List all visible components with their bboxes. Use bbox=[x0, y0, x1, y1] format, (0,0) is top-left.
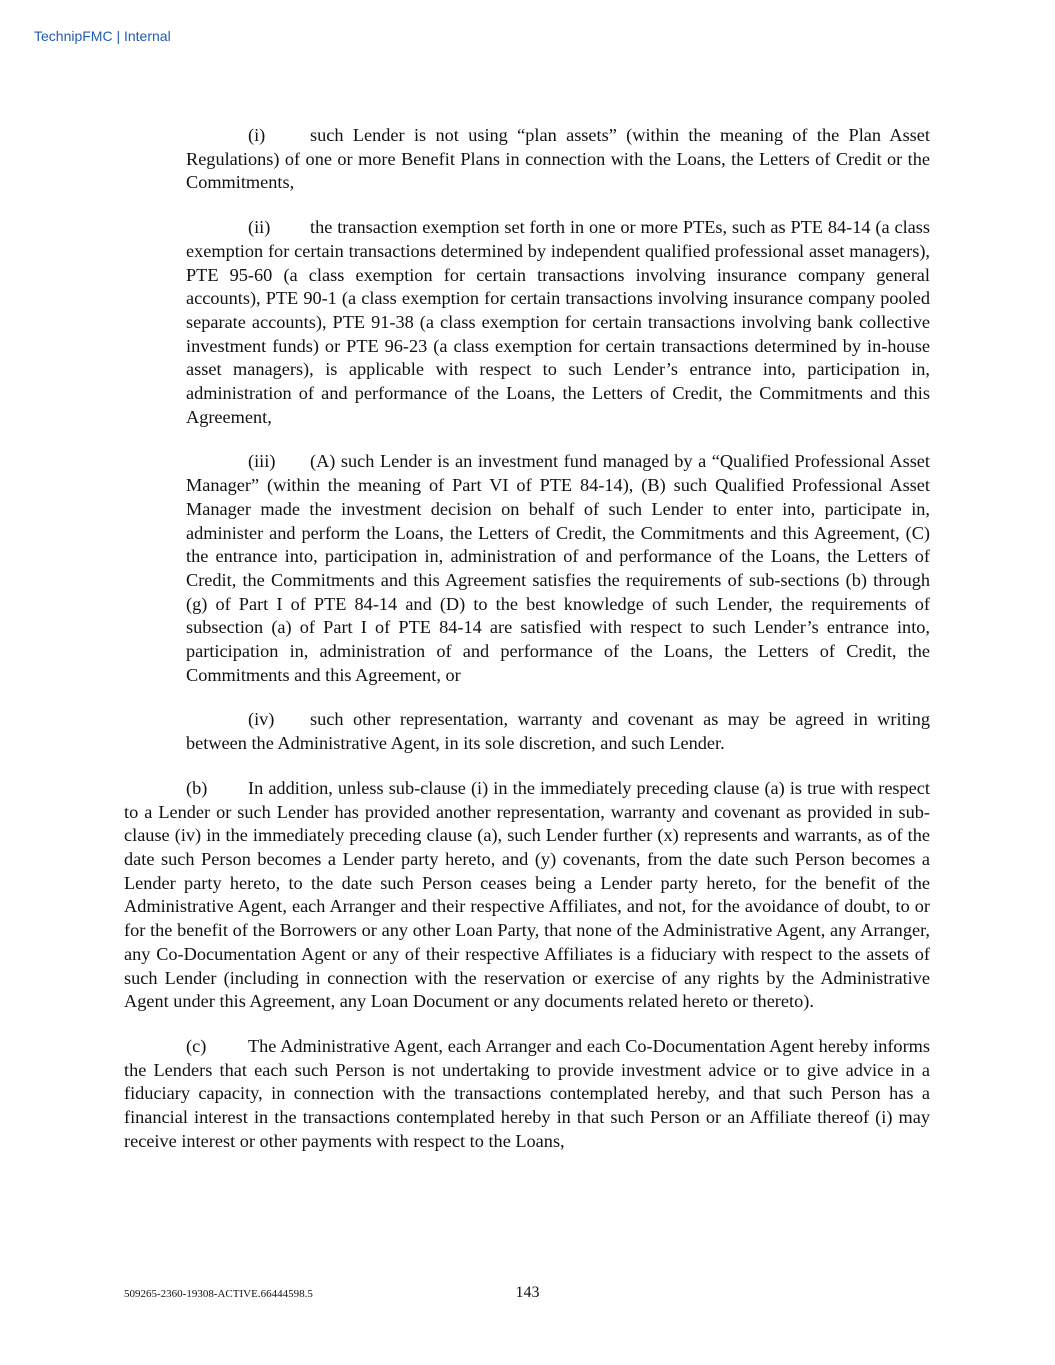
clause-c bbox=[124, 1035, 930, 1154]
clause-i bbox=[186, 124, 930, 195]
document-body bbox=[124, 124, 930, 1174]
clause-text: The Administrative Agent, each Arranger and each Co-Documentation Agent hereby informs the Lenders that each such Person is not undertaking to provide investment advice or to give advice in a fiduciary capacity, in connection with the transactions contemplated hereby, and that such Person has a financial interest in the transactions contemplated hereby in that such Person or an Affiliate thereof (i) may receive interest or other payments with respect to the Loans, bbox=[124, 1035, 930, 1151]
clause-b bbox=[124, 777, 930, 1014]
clause-label: (iv) bbox=[248, 709, 275, 730]
classification-label: TechnipFMC | Internal bbox=[34, 28, 171, 44]
clause-text: such other representation, warranty and covenant as may be agreed in writing between the Administrative Agent, in its sole discretion, and such Lender. bbox=[186, 709, 930, 754]
clause-label: (c) bbox=[186, 1035, 207, 1056]
clause-label: (iii) bbox=[248, 451, 276, 472]
clause-text: In addition, unless sub-clause (i) in the immediately preceding clause (a) is true with respect to a Lender or such Lender has provided another representation, warranty and covenant as provided in sub-clause (iv) in the immediately preceding clause (a), such Lender further (x) represents and warrants, as of the date such Person becomes a Lender party hereto, and (y) covenants, from the date such Person becomes a Lender party hereto, to the date such Person ceases being a Lender party hereto, for the benefit of the Administrative Agent, each Arranger and their respective Affiliates, and not, for the avoidance of doubt, to or for the benefit of the Borrowers or any other Loan Party, that none of the Administrative Agent, any Arranger, any Co-Documentation Agent or any of their respective Affiliates is a fiduciary with respect to the assets of such Lender (including in connection with the reservation or exercise of any rights by the Administrative Agent under this Agreement, any Loan Document or any documents related hereto or thereto). bbox=[124, 777, 930, 1012]
page-number: 143 bbox=[515, 1284, 540, 1301]
clause-text: (A) such Lender is an investment fund managed by a “Qualified Professional Asset Manager” (within the meaning of Part VI of PTE 84-14), (B) such Qualified Professional Asset Manager made the investment decision on behalf of such Lender to enter into, participate in, administer and perform the Loans, the Letters of Credit, the Commitments and this Agreement, (C) the entrance into, participation in, administration of and performance of the Loans, the Letters of Credit, the Commitments and this Agreement satisfies the requirements of sub-sections (b) through (g) of Part I of PTE 84-14 and (D) to the best knowledge of such Lender, the requirements of subsection (a) of Part I of PTE 84-14 are satisfied with respect to such Lender’s entrance into, participation in, administration of and performance of the Loans, the Letters of Credit, the Commitments and this Agreement, or bbox=[186, 451, 930, 685]
clause-label: (ii) bbox=[248, 217, 271, 238]
clause-text: the transaction exemption set forth in one or more PTEs, such as PTE 84-14 (a class exemption for certain transactions determined by independent qualified professional asset managers), PTE 95-60 (a class exemption for certain transactions involving insurance company general accounts), PTE 90-1 (a class exemption for certain transactions involving insurance company pooled separate accounts), PTE 91-38 (a class exemption for certain transactions involving bank collective investment funds) or PTE 96-23 (a class exemption for certain transactions determined by in-house asset managers), is applicable with respect to such Lender’s entrance into, participation in, administration of and performance of the Loans, the Letters of Credit, the Commitments and this Agreement, bbox=[186, 217, 930, 427]
clause-label: (b) bbox=[186, 777, 208, 798]
clause-iv bbox=[186, 708, 930, 755]
clause-label: (i) bbox=[248, 125, 266, 145]
clause-ii bbox=[186, 216, 930, 429]
document-id: 509265-2360-19308-ACTIVE.66444598.5 bbox=[124, 1288, 313, 1300]
clause-text: such Lender is not using “plan assets” (within the meaning of the Plan Asset Regulations) of one or more Benefit Plans in connection with the Loans, the Letters of Credit or the Commitments, bbox=[186, 125, 930, 193]
clause-iii bbox=[186, 450, 930, 687]
